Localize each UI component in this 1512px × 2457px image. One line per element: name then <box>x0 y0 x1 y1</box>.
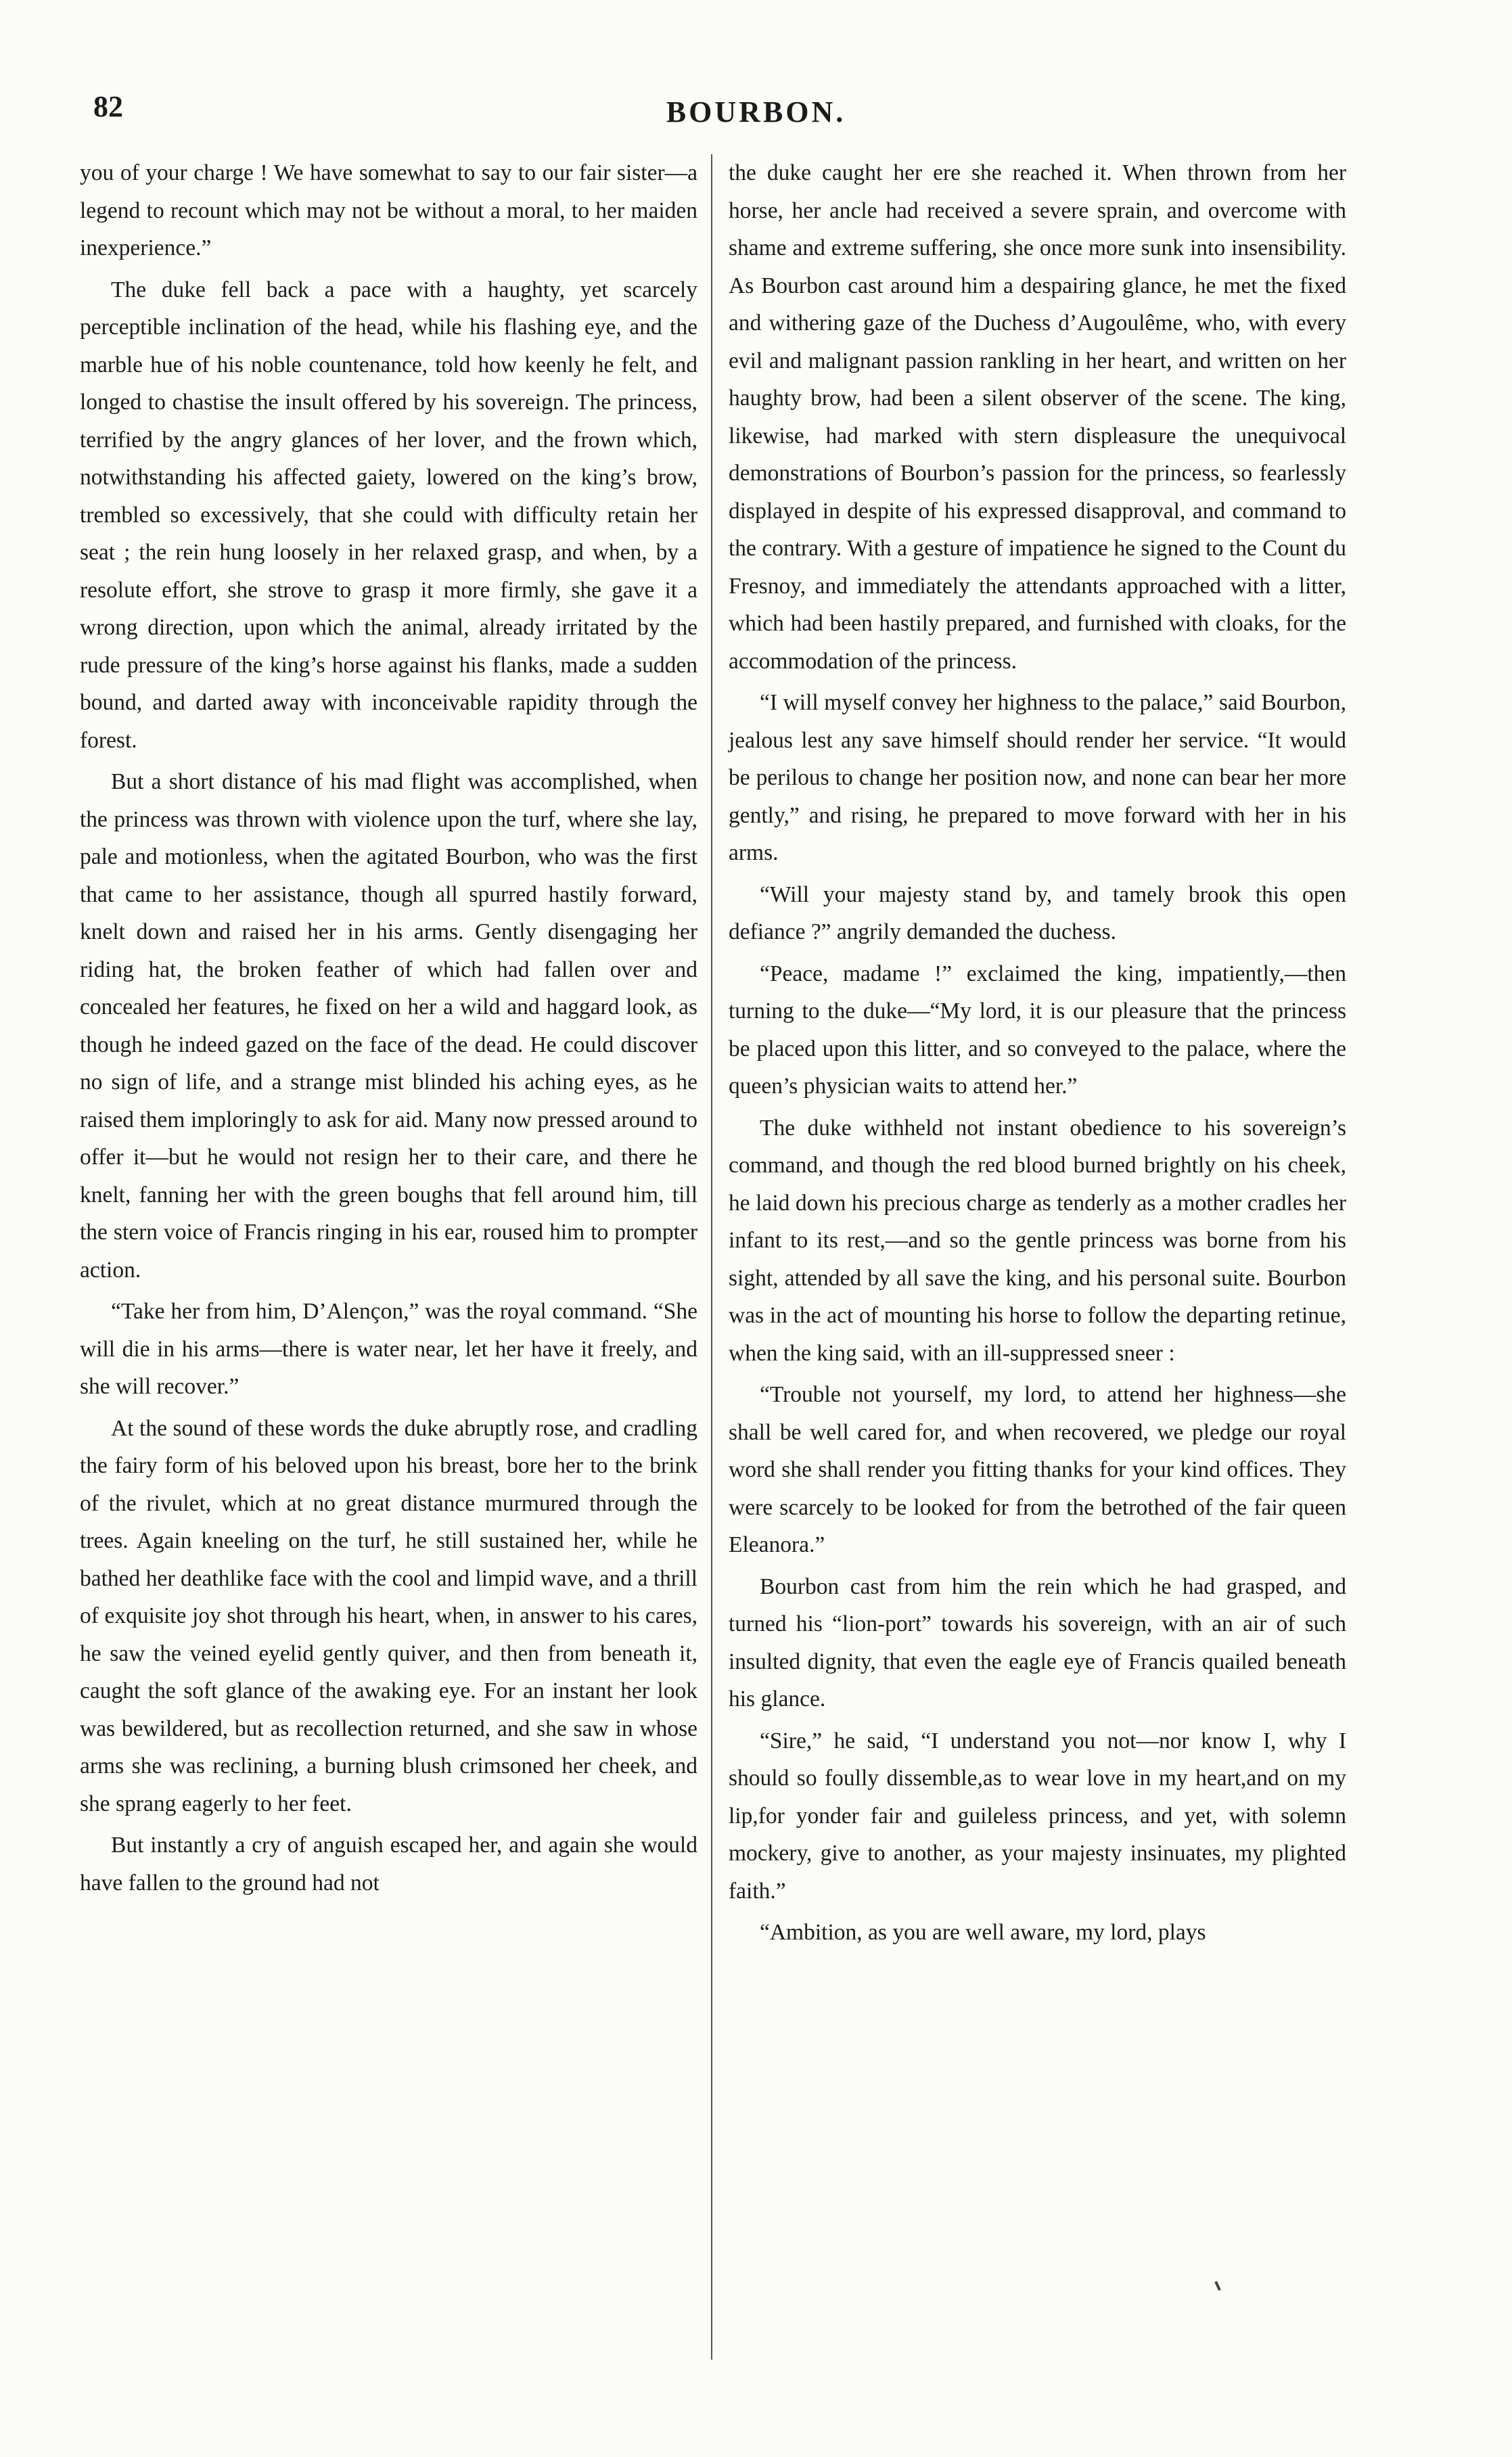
paragraph: The duke fell back a pace with a haughty, yet scarcely perceptible inclination of the head, while his flashing eye, and the marble hue of his noble countenance, told how keenly he felt, and longed to chastise the insult offered by his sovereign. The princess, terrified by the angry glances of her lover, and the frown which, notwithstanding his affected gaiety, lowered on the king’s brow, trembled so excessively, that she could with difficulty retain her seat ; the rein hung loosely in her relaxed grasp, and when, by a resolute effort, she strove to grasp it more firmly, she gave it a wrong direction, upon which the animal, already irritated by the rude pressure of the king’s horse against his flanks, made a sudden bound, and darted away with inconceivable rapidity through the forest. <box>80 277 697 753</box>
paragraph: “Take her from him, D’Alençon,” was the royal command. “She will die in his arms—there is water near, let her have it freely, and she will recover.” <box>80 1299 697 1399</box>
running-head: BOURBON. <box>666 95 846 129</box>
paragraph: Bourbon cast from him the rein which he had grasped, and turned his “lion-port” towards his sovereign, with an air of such insulted dignity, that even the eagle eye of Francis quailed beneath his glance. <box>729 1574 1346 1712</box>
paragraph: But a short distance of his mad flight was accomplished, when the princess was thrown with violence upon the turf, where she lay, pale and motionless, when the agitated Bourbon, who was the first that came to her assistance, though all spurred hastily forward, knelt down and raised her in his arms. Gently disengaging her riding hat, the broken feather of which had fallen over and concealed her features, he fixed on her a wild and haggard look, as though he indeed gazed on the face of the dead. He could discover no sign of life, and a strange mist blinded his aching eyes, as he raised them imploringly to ask for aid. Many now pressed around to offer it—but he would not resign her to their care, and there he knelt, fanning her with the green boughs that fell around him, till the stern voice of Francis ringing in his ear, roused him to prompter action. <box>80 769 697 1283</box>
paragraph: The duke withheld not instant obedience to his sovereign’s command, and though the red blood burned brightly on his cheek, he laid down his precious charge as tenderly as a mother cradles her infant to its rest,—and so the gentle princess was borne from his sight, attended by all save the king, and his personal suite. Bourbon was in the act of mounting his horse to follow the departing retinue, when the king said, with an ill-suppressed sneer : <box>729 1115 1346 1366</box>
paragraph: “Sire,” he said, “I understand you not—nor know I, why I should so foully dissemble,as to wear love in my heart,and on my lip,for yonder fair and guileless princess, and yet, with solemn mockery, give to another, as your majesty insinuates, my plighted faith.” <box>729 1728 1346 1904</box>
paragraph: “Will your majesty stand by, and tamely brook this open defiance ?” angrily demanded the duchess. <box>729 881 1346 944</box>
paragraph: “Ambition, as you are well aware, my lord, plays <box>760 1920 1206 1945</box>
right-column <box>712 154 1346 2360</box>
left-column <box>80 154 712 2360</box>
paragraph: “I will myself convey her highness to the palace,” said Bourbon, jealous lest any save himself should render her service. “It would be perilous to change her position now, and none can bear her more gently,” and rising, he prepared to move forward with her in his arms. <box>729 690 1346 865</box>
paragraph: At the sound of these words the duke abruptly rose, and cradling the fairy form of his beloved upon his breast, bore her to the brink of the rivulet, which at no great distance murmured through the trees. Again kneeling on the turf, he still sustained her, while he bathed her deathlike face with the cool and limpid wave, and a thrill of exquisite joy shot through his heart, when, in answer to his cares, he saw the veined eyelid gently quiver, and then from beneath it, caught the soft glance of the awaking eye. For an instant her look was bewildered, but as recollection returned, and she saw in whose arms she was reclining, a burning blush crimsoned her cheek, and she sprang eagerly to her feet. <box>80 1415 697 1816</box>
paragraph: the duke caught her ere she reached it. When thrown from her horse, her ancle had received a severe sprain, and overcome with shame and extreme suffering, she once more sunk into insensibility. As Bourbon cast around him a despairing glance, he met the fixed and withering gaze of the Duchess d’Augoulême, who, with every evil and malignant passion rankling in her heart, and written on her haughty brow, had been a silent observer of the scene. The king, likewise, had marked with stern displeasure the unequivocal demonstrations of Bourbon’s passion for the princess, so fearlessly displayed in despite of his expressed disapproval, and command to the contrary. With a gesture of impatience he signed to the Count du Fresnoy, and immediately the attendants approached with a litter, which had been hastily prepared, and furnished with cloaks, for the accommodation of the princess. <box>729 160 1346 674</box>
text-columns <box>80 154 1346 2360</box>
page-number: 82 <box>93 90 123 123</box>
paragraph: you of your charge ! We have somewhat to say to our fair sister—a legend to recount which may not be without a moral, to her maiden inexperience.” <box>80 160 697 260</box>
paragraph: “Trouble not yourself, my lord, to attend her highness—she shall be well cared for, and when recovered, we pledge our royal word she shall render you fitting thanks for your kind offices. They were scarcely to be looked for from the betrothed of the fair queen Eleanora.” <box>729 1382 1346 1557</box>
paragraph: But instantly a cry of anguish escaped her, and again she would have fallen to the ground had not <box>80 1833 697 1896</box>
paragraph: “Peace, madame !” exclaimed the king, impatiently,—then turning to the duke—“My lord, it is our pleasure that the princess be placed upon this litter, and so conveyed to the palace, where the queen’s physician waits to attend her.” <box>729 961 1346 1099</box>
